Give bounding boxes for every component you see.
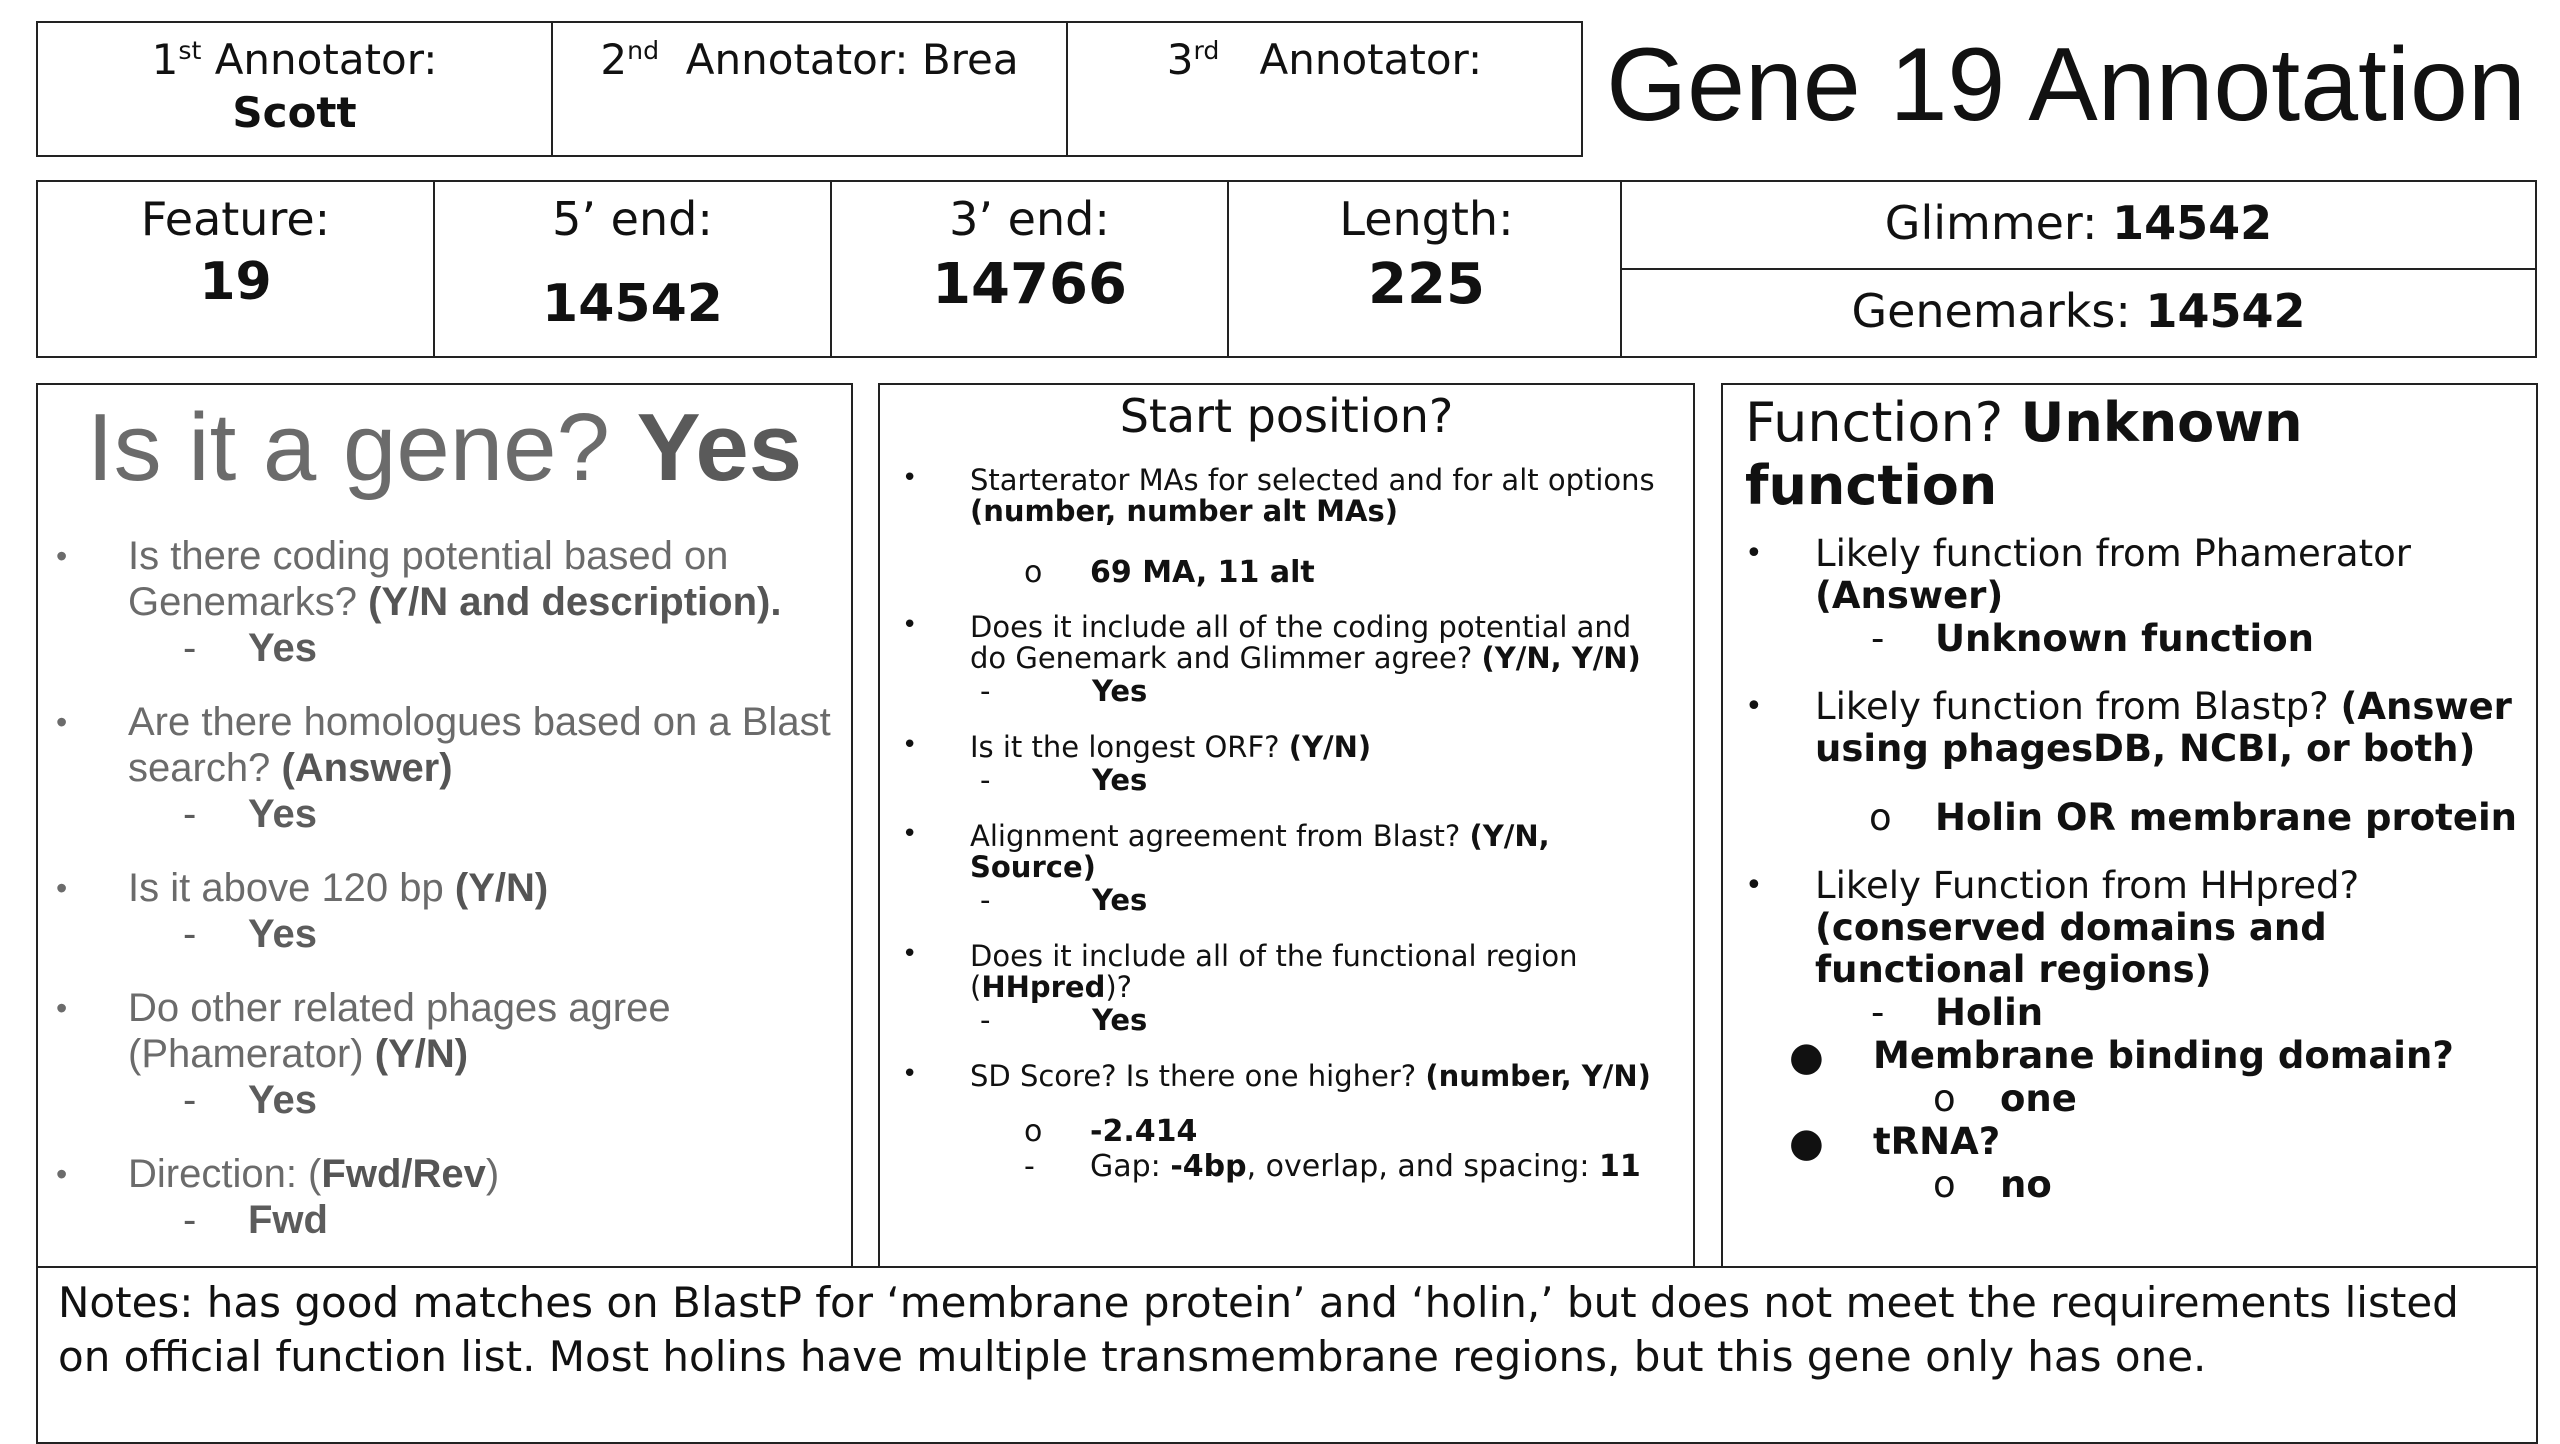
start-answer-text: 69 MA, 11 alt	[1090, 555, 1315, 590]
gene-answer-text: Yes	[248, 626, 317, 670]
bullet-icon: •	[902, 939, 918, 969]
length-label: Length:	[1339, 192, 1514, 246]
start-answer-text: Yes	[1092, 674, 1148, 708]
circle-bullet-icon: o	[1933, 1077, 1956, 1120]
start-item-coding	[880, 612, 1693, 674]
function-membrane-item	[1723, 1034, 2536, 1080]
function-item-answer	[1723, 991, 2536, 1034]
second-annotator-sup: nd	[627, 36, 660, 65]
gene-item-answer	[38, 1197, 851, 1243]
start-item-answer	[880, 883, 1693, 917]
gene-item-answer	[38, 911, 851, 957]
feature-cell	[36, 180, 435, 358]
page-title: Gene 19 Annotation	[1606, 27, 2526, 143]
start-item-question-end: )?	[1105, 970, 1133, 1004]
start-item-question: Does it include all of the coding potential and do Genemark and Glimmer agree?	[970, 610, 1632, 675]
gap-mid: , overlap, and spacing:	[1246, 1149, 1590, 1184]
function-answer-text: Holin	[1935, 991, 2044, 1034]
bullet-icon: •	[56, 704, 68, 740]
gene-panel	[36, 383, 853, 1268]
five-end-value: 14542	[542, 274, 723, 334]
start-answer-text: Yes	[1092, 883, 1148, 917]
gene-item-direction	[38, 1151, 851, 1197]
gene-item-answer	[38, 1077, 851, 1123]
first-annotator-label: Annotator:	[214, 35, 438, 84]
start-item-starterator	[880, 465, 1693, 527]
start-item-answer	[880, 555, 1693, 590]
bullet-icon: ●	[1789, 1034, 1824, 1080]
gene-item-answer	[38, 625, 851, 671]
trna-question: tRNA?	[1873, 1120, 2001, 1163]
gap-value: -4bp	[1170, 1149, 1247, 1184]
length-cell	[1227, 180, 1626, 358]
bullet-icon: •	[902, 819, 918, 849]
start-item-question: Starterator MAs for selected and for alt options	[970, 463, 1655, 497]
dash-icon: -	[183, 1078, 197, 1122]
bullet-icon: •	[902, 730, 918, 760]
second-annotator-ordinal: 2	[600, 35, 628, 84]
five-end-label: 5’ end:	[552, 192, 713, 246]
dash-icon: -	[183, 792, 197, 836]
bullet-icon: •	[902, 610, 918, 640]
gene-answer-text: Yes	[248, 1078, 317, 1122]
start-item-answer	[880, 1003, 1693, 1037]
start-item-answer	[880, 763, 1693, 797]
bullet-icon: •	[1745, 536, 1763, 571]
second-annotator-label: Annotator: Brea	[685, 35, 1019, 84]
genemarks-label: Genemarks:	[1851, 284, 2131, 338]
five-end-cell	[433, 180, 832, 358]
start-item-question-bold: (number, number alt MAs)	[970, 494, 1398, 528]
spacing-value: 11	[1599, 1149, 1641, 1184]
circle-bullet-icon: o	[1933, 1163, 1956, 1206]
first-annotator-name: Scott	[232, 88, 357, 137]
function-item-phamerator	[1723, 533, 2536, 617]
start-answer-text: Yes	[1092, 1003, 1148, 1037]
function-item-question: Likely Function from HHpred?	[1815, 864, 2360, 907]
start-item-question-bold: (Y/N)	[1288, 730, 1372, 764]
circle-bullet-icon: o	[1024, 1114, 1043, 1149]
third-annotator-label: Annotator:	[1259, 35, 1483, 84]
membrane-question: Membrane binding domain?	[1873, 1034, 2454, 1077]
gene-item-question-end: )	[485, 1152, 500, 1196]
start-item-answer	[880, 674, 1693, 708]
notes-box: Notes: has good matches on BlastP for ‘membrane protein’ and ‘holin,’ but does not meet the requirements listed on official function list. Most holins have multiple transmembrane regions, but this gene only has one.	[36, 1266, 2538, 1444]
bullet-icon: •	[902, 1059, 918, 1089]
start-item-sd-score	[880, 1061, 1693, 1092]
function-item-question-bold: (Answer using phagesDB, NCBI, or both)	[1815, 685, 2512, 770]
bullet-icon: ●	[1789, 1120, 1824, 1166]
bullet-icon: •	[1745, 689, 1763, 724]
function-item-answer	[1723, 796, 2536, 839]
dash-icon: -	[980, 1003, 991, 1037]
dash-icon: -	[1024, 1149, 1035, 1184]
gene-item-phages	[38, 985, 851, 1077]
length-value: 225	[1368, 252, 1485, 317]
gene-item-question-bold: Fwd/Rev	[321, 1152, 486, 1196]
feature-value: 19	[199, 252, 272, 312]
trna-answer: no	[2000, 1163, 2052, 1206]
gene-item-question-bold: (Y/N and description).	[368, 580, 782, 624]
gene-heading-answer: Yes	[636, 394, 803, 501]
dash-icon: -	[980, 883, 991, 917]
bullet-icon: •	[56, 870, 68, 906]
start-panel-heading: Start position?	[1119, 389, 1454, 443]
start-answer-text: Yes	[1092, 763, 1148, 797]
function-answer-text: Holin OR membrane protein	[1935, 796, 2517, 839]
gene-item-question: Is there coding potential based on Genemarks?	[128, 534, 729, 624]
glimmer-label: Glimmer:	[1884, 196, 2098, 250]
function-item-question: Likely function from Phamerator	[1815, 532, 2411, 575]
gene-item-question-bold: (Answer)	[281, 746, 453, 790]
dash-icon: -	[980, 674, 991, 708]
start-item-question-bold: (Y/N, Y/N)	[1481, 641, 1641, 675]
gene-item-question: Is it above 120 bp	[128, 866, 444, 910]
gene-heading-text: Is it a gene?	[86, 394, 610, 501]
glimmer-value: 14542	[2112, 196, 2273, 250]
function-item-question-bold: (Answer)	[1815, 574, 2004, 617]
function-panel	[1721, 383, 2538, 1268]
second-annotator-cell	[551, 21, 1068, 157]
function-trna-answer	[1723, 1163, 2536, 1206]
gap-label: Gap:	[1090, 1149, 1161, 1184]
first-annotator-cell	[36, 21, 553, 157]
start-item-question: Alignment agreement from Blast?	[970, 819, 1461, 853]
gene-item-question: Are there homologues based on a Blast search?	[128, 700, 831, 790]
gene-item-homologues	[38, 699, 851, 791]
dash-icon: -	[1871, 991, 1885, 1034]
function-answer-text: Unknown function	[1935, 617, 2314, 660]
third-annotator-cell	[1066, 21, 1583, 157]
function-item-blastp	[1723, 686, 2536, 770]
gene-panel-heading	[38, 393, 851, 503]
third-annotator-ordinal: 3	[1166, 35, 1194, 84]
start-panel	[878, 383, 1695, 1268]
gene-item-question: Direction: (	[128, 1152, 322, 1196]
glimmer-cell	[1620, 180, 2537, 270]
dash-icon: -	[183, 626, 197, 670]
bullet-icon: •	[56, 990, 68, 1026]
bullet-icon: •	[56, 1156, 68, 1192]
function-item-hhpred	[1723, 865, 2536, 991]
start-item-alignment	[880, 821, 1693, 883]
dash-icon: -	[1871, 617, 1885, 660]
function-trna-item	[1723, 1120, 2536, 1166]
function-panel-heading	[1745, 391, 2536, 517]
three-end-cell	[830, 180, 1229, 358]
gene-answer-text: Yes	[248, 792, 317, 836]
function-heading-answer: Unknown function	[1745, 391, 2303, 517]
start-item-question-bold: (Y/N, Source)	[970, 819, 1550, 884]
dash-icon: -	[183, 1198, 197, 1242]
gene-item-question: Do other related phages agree (Phamerator)	[128, 986, 671, 1076]
bullet-icon: •	[56, 538, 68, 574]
function-item-answer	[1723, 617, 2536, 660]
genemarks-value: 14542	[2145, 284, 2306, 338]
gene-answer-text: Yes	[248, 912, 317, 956]
gene-item-length	[38, 865, 851, 911]
start-item-question-bold: HHpred	[981, 970, 1106, 1004]
dash-icon: -	[980, 763, 991, 797]
circle-bullet-icon: o	[1869, 796, 1892, 839]
function-heading-text: Function?	[1745, 391, 2004, 454]
genemarks-cell	[1620, 268, 2537, 358]
start-item-question: Does it include all of the functional region (	[970, 939, 1578, 1004]
three-end-value: 14766	[932, 252, 1127, 317]
dash-icon: -	[183, 912, 197, 956]
feature-label: Feature:	[140, 192, 331, 246]
function-membrane-answer	[1723, 1077, 2536, 1120]
start-item-question: SD Score? Is there one higher?	[970, 1059, 1417, 1093]
function-item-question: Likely function from Blastp?	[1815, 685, 2329, 728]
gene-answer-text: Fwd	[248, 1198, 328, 1242]
gene-item-coding	[38, 533, 851, 625]
start-item-question: Is it the longest ORF?	[970, 730, 1280, 764]
third-annotator-sup: rd	[1193, 36, 1220, 65]
start-answer-text: -2.414	[1090, 1114, 1198, 1149]
start-gap-line	[880, 1149, 1693, 1184]
start-item-question-bold: (number, Y/N)	[1425, 1059, 1651, 1093]
first-annotator-ordinal: 1	[151, 35, 179, 84]
start-item-longest	[880, 732, 1693, 763]
gene-item-answer	[38, 791, 851, 837]
function-item-question-bold: (conserved domains and functional regions)	[1815, 906, 2327, 991]
first-annotator-sup: st	[178, 36, 202, 65]
bullet-icon: •	[902, 463, 918, 493]
bullet-icon: •	[1745, 868, 1763, 903]
start-item-answer	[880, 1114, 1693, 1149]
gene-item-question-bold: (Y/N)	[374, 1032, 469, 1076]
start-item-functional	[880, 941, 1693, 1003]
membrane-answer: one	[2000, 1077, 2077, 1120]
gene-item-question-bold: (Y/N)	[454, 866, 549, 910]
circle-bullet-icon: o	[1024, 555, 1043, 590]
three-end-label: 3’ end:	[949, 192, 1110, 246]
